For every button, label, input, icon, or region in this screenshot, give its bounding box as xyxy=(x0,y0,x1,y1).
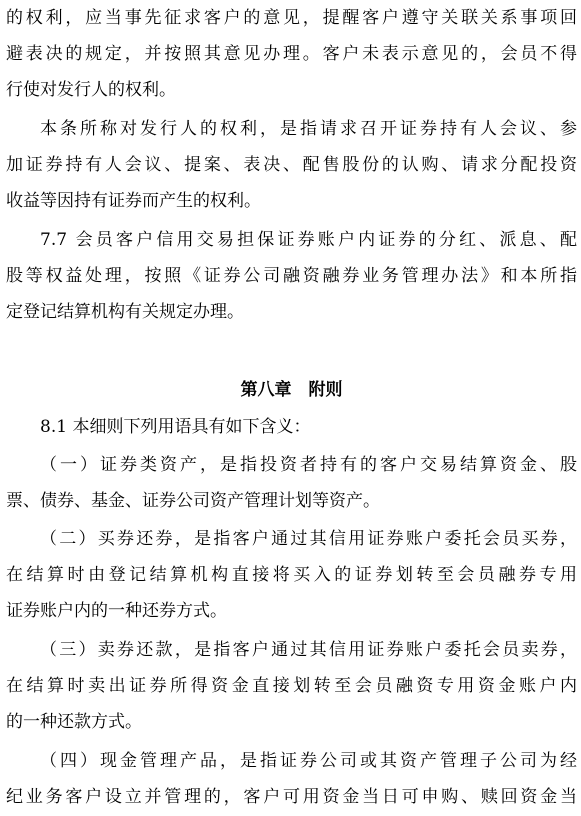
text-line: 股等权益处理，按照《证券公司融资融券业务管理办法》和本所指 xyxy=(6,266,577,286)
text-line: 的权利，应当事先征求客户的意见，提醒客户遵守关联关系事项回 xyxy=(6,8,577,28)
chapter-heading: 第八章 附则 xyxy=(240,380,343,400)
text-line: 在结算时由登记结算机构直接将买入的证券划转至会员融券专用 xyxy=(6,565,577,585)
text-line: 票、债券、基金、证券公司资产管理计划等资产。 xyxy=(6,491,380,511)
text-line: 在结算时卖出证券所得资金直接划转至会员融资专用资金账户内 xyxy=(6,676,577,696)
text-line: 加证券持有人会议、提案、表决、配售股份的认购、请求分配投资 xyxy=(6,155,577,175)
text-line: 的一种还款方式。 xyxy=(6,712,142,732)
text-line: （四）现金管理产品，是指证券公司或其资产管理子公司为经 xyxy=(40,751,577,771)
text-line: （二）买券还券，是指客户通过其信用证券账户委托会员买券， xyxy=(40,529,577,549)
text-line: 定登记结算机构有关规定办理。 xyxy=(6,302,244,322)
text-line: （一）证券类资产，是指投资者持有的客户交易结算资金、股 xyxy=(40,455,577,475)
text-line: 纪业务客户设立并管理的，客户可用资金当日可申购、赎回资金当 xyxy=(6,787,577,807)
text-line: 避表决的规定，并按照其意见办理。客户未表示意见的，会员不得 xyxy=(6,44,577,64)
text-line: 证券账户内的一种还券方式。 xyxy=(6,601,227,621)
text-line: 收益等因持有证券而产生的权利。 xyxy=(6,191,261,211)
text-line: 7.7 会员客户信用交易担保证券账户内证券的分红、派息、配 xyxy=(40,230,577,250)
text-line: （三）卖券还款，是指客户通过其信用证券账户委托会员卖券， xyxy=(40,640,577,660)
text-line: 行使对发行人的权利。 xyxy=(6,80,176,100)
text-line: 本条所称对发行人的权利，是指请求召开证券持有人会议、参 xyxy=(40,119,577,139)
text-line: 8.1 本细则下列用语具有如下含义： xyxy=(40,417,311,437)
